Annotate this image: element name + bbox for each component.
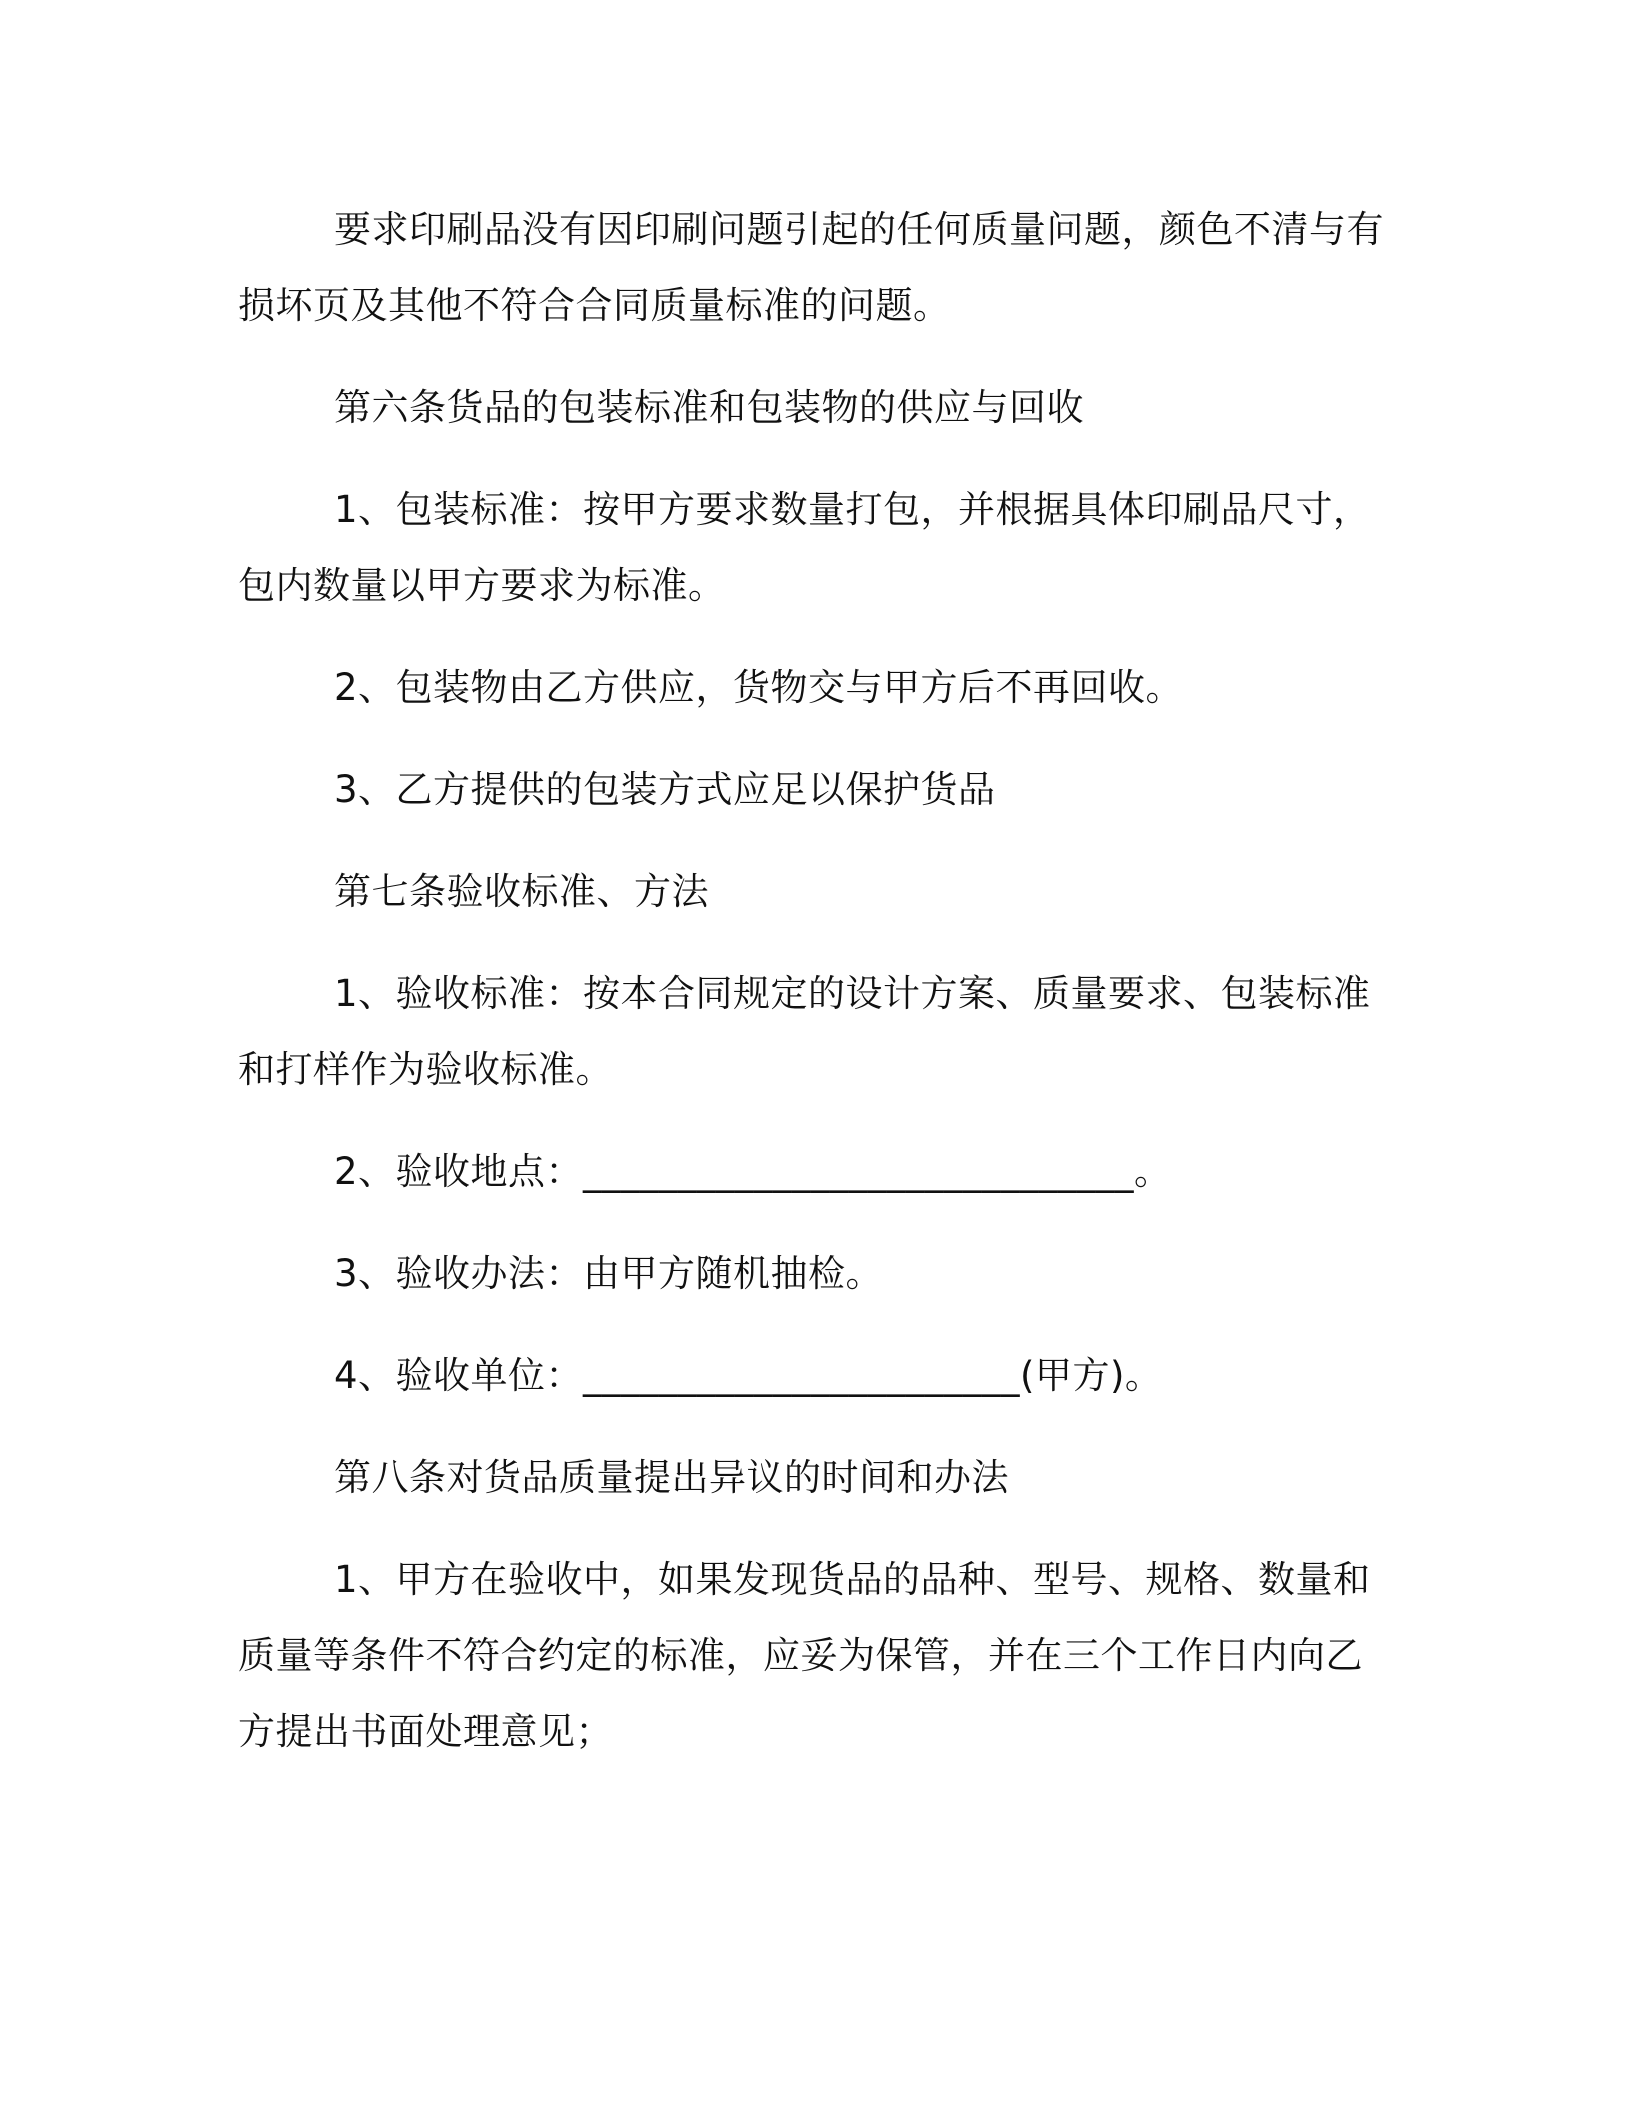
heading-article-7: 第七条验收标准、方法	[334, 870, 709, 913]
paragraph-acceptance-unit: 4、验收单位：_______________________(甲方)。	[334, 1354, 1163, 1397]
heading-article-8: 第八条对货品质量提出异议的时间和办法	[334, 1456, 1009, 1499]
paragraph-acceptance-standard: 1、验收标准：按本合同规定的设计方案、质量要求、包装标准和打样作为验收标准。	[238, 972, 1371, 1091]
paragraph-packaging-method: 3、乙方提供的包装方式应足以保护货品	[334, 768, 996, 811]
document-body	[238, 192, 1388, 1796]
paragraph-acceptance-method: 3、验收办法：由甲方随机抽检。	[334, 1252, 884, 1295]
heading-article-6: 第六条货品的包装标准和包装物的供应与回收	[334, 386, 1084, 429]
paragraph-quality-objection: 1、甲方在验收中，如果发现货品的品种、型号、规格、数量和质量等条件不符合约定的标准，应妥为保管，并在三个工作日内向乙方提出书面处理意见；	[238, 1558, 1371, 1753]
paragraph-packaging-supply: 2、包装物由乙方供应，货物交与甲方后不再回收。	[334, 666, 1184, 709]
paragraph-quality-requirement: 要求印刷品没有因印刷问题引起的任何质量问题，颜色不清与有损坏页及其他不符合合同质量标准的问题。	[238, 208, 1384, 327]
paragraph-packaging-standard: 1、包装标准：按甲方要求数量打包，并根据具体印刷品尺寸，包内数量以甲方要求为标准。	[238, 488, 1371, 607]
paragraph-acceptance-location: 2、验收地点：_____________________________。	[334, 1150, 1172, 1193]
